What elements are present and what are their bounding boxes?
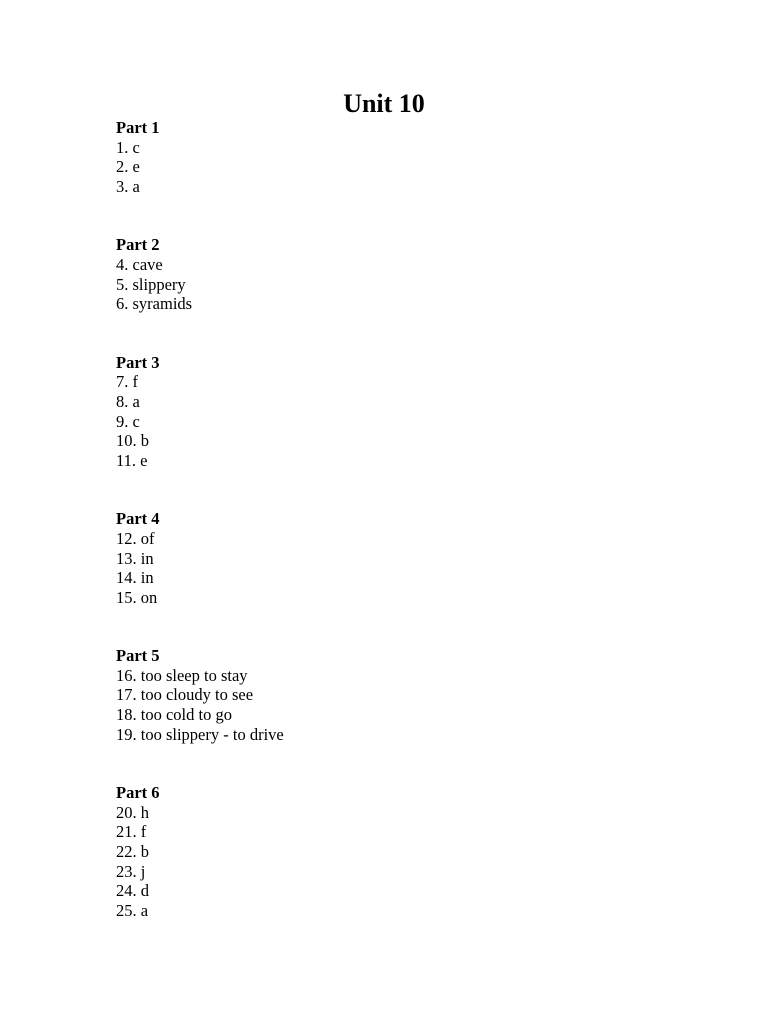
part-heading: Part 1: [116, 118, 160, 137]
part-4-section: [116, 509, 676, 607]
answer-list: [116, 529, 676, 607]
part-heading: Part 5: [116, 646, 160, 666]
answer-item: 14. in: [116, 568, 154, 588]
part-heading: Part 2: [116, 235, 160, 255]
answer-item: 19. too slippery - to drive: [116, 724, 284, 744]
answer-item: 22. b: [116, 842, 149, 862]
answer-list: [116, 666, 676, 744]
answer-item: 13. in: [116, 548, 154, 568]
answer-item: 1. c: [116, 137, 140, 157]
answer-item: 10. b: [116, 431, 149, 451]
part-heading: Part 4: [116, 509, 160, 529]
part-heading: Part 3: [116, 352, 160, 372]
answer-item: 3. a: [116, 176, 140, 196]
answer-item: 8. a: [116, 391, 140, 411]
part-6-section: [116, 783, 676, 920]
answer-list: [116, 255, 676, 314]
answer-item: 23. j: [116, 861, 146, 881]
answer-item: 18. too cold to go: [116, 705, 232, 725]
answer-list: [116, 138, 676, 197]
part-heading: Part 6: [116, 783, 160, 803]
answer-item: 9. c: [116, 411, 140, 431]
answer-item: 16. too sleep to stay: [116, 665, 248, 685]
answer-item: 12. of: [116, 528, 155, 548]
answer-list: [116, 803, 676, 921]
part-3-section: [116, 353, 676, 471]
part-5-section: [116, 646, 676, 744]
answer-item: 25. a: [116, 900, 149, 920]
answer-item: 15. on: [116, 587, 158, 607]
part-1-section: [116, 118, 676, 196]
answer-item: 6. syramids: [116, 294, 193, 314]
answer-item: 4. cave: [116, 254, 163, 274]
answer-item: 2. e: [116, 157, 140, 177]
answer-item: 20. h: [116, 802, 149, 822]
answer-item: 21. f: [116, 822, 147, 842]
part-2-section: [116, 235, 676, 313]
answer-list: [116, 372, 676, 470]
page-title: Unit 10: [343, 89, 425, 118]
answer-key: [116, 118, 676, 959]
answer-item: 11. e: [116, 450, 148, 470]
answer-item: 24. d: [116, 881, 149, 901]
answer-item: 7. f: [116, 372, 138, 392]
answer-item: 17. too cloudy to see: [116, 685, 254, 705]
answer-item: 5. slippery: [116, 274, 186, 294]
